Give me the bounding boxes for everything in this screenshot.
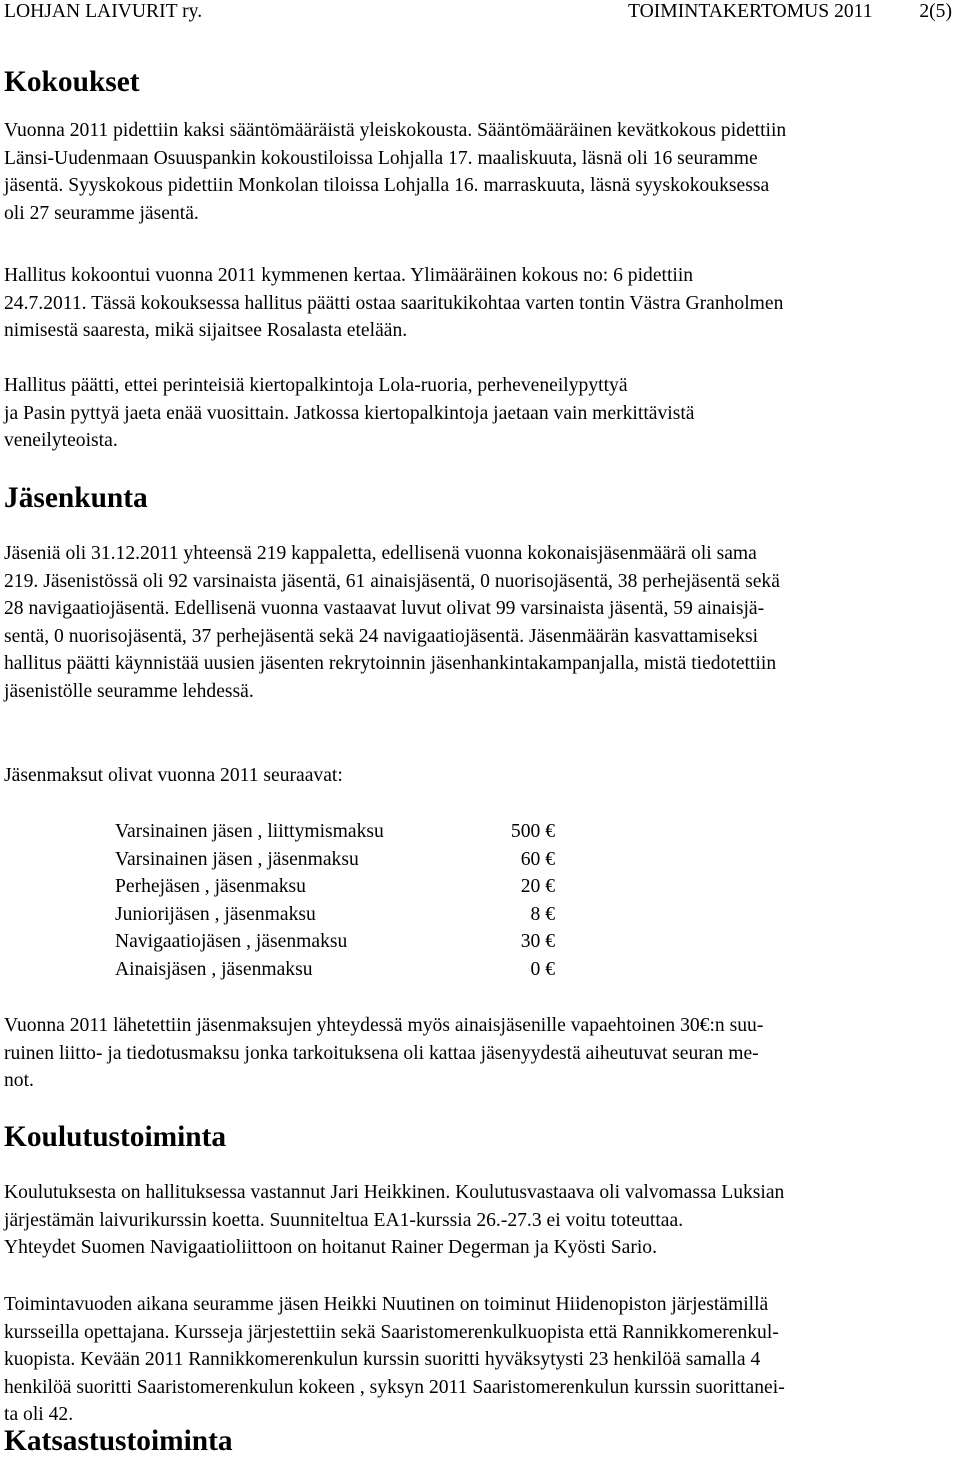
- paragraph-membership: [4, 540, 780, 705]
- paragraph-voluntary-fee: [4, 1012, 763, 1095]
- text-line: kursseilla opettajana. Kursseja järjestettiin sekä Saaristomerenkulkuopista että Rannikkomerenkul-: [4, 1321, 779, 1343]
- text-line: jäsentä. Syyskokous pidettiin Monkolan tiloissa Lohjalla 16. marraskuuta, läsnä syyskokouksessa: [4, 175, 770, 196]
- text-line: ruinen liitto- ja tiedotusmaksu jonka tarkoituksena oli kattaa jäsenyydestä aiheutuvat seuran me-: [4, 1042, 759, 1064]
- paragraph-courses: [4, 1291, 785, 1429]
- text-line: kuopista. Kevään 2011 Rannikkomerenkulun kurssin suoritti hyväksytysti 23 henkilöä samalla 4: [4, 1349, 761, 1370]
- text-line: nimisestä saaresta, mikä sijaitsee Rosalasta etelään.: [4, 320, 408, 341]
- text-line: not.: [4, 1070, 34, 1091]
- heading-jasenkunta: Jäsenkunta: [4, 482, 148, 514]
- fee-amount: 20 €: [520, 876, 555, 898]
- text-line: Hallitus päätti, ettei perinteisiä kiertopalkintoja Lola-ruoria, perheveneilypyttyä: [4, 375, 628, 396]
- text-line: Vuonna 2011 lähetettiin jäsenmaksujen yhteydessä myös ainaisjäsenille vapaehtoinen 30€:n suu-: [4, 1015, 764, 1036]
- text-line: 28 navigaatiojäsentä. Edellisenä vuonna vastaavat luvut olivat 99 varsinaista jäsentä, 59 ainaisjä-: [4, 598, 765, 619]
- text-line: Koulutuksesta on hallituksessa vastannut Jari Heikkinen. Koulutusvastaava oli valvomassa Luksian: [4, 1182, 785, 1203]
- table-row: [115, 846, 555, 874]
- organization-name: LOHJAN LAIVURIT ry.: [4, 1, 203, 22]
- fee-label: Varsinainen jäsen , jäsenmaksu: [115, 848, 359, 870]
- text-line: Hallitus kokoontui vuonna 2011 kymmenen kertaa. Ylimääräinen kokous no: 6 pidettiin: [4, 265, 694, 286]
- heading-koulutustoiminta: Koulutustoiminta: [4, 1121, 227, 1153]
- text-line: 219. Jäsenistössä oli 92 varsinaista jäsentä, 61 ainaisjäsentä, 0 nuorisojäsentä, 38 perhejäsentä sekä: [4, 570, 780, 592]
- fee-amount: 500 €: [510, 821, 555, 842]
- fee-label: Ainaisjäsen , jäsenmaksu: [115, 958, 313, 980]
- heading-kokoukset: Kokoukset: [4, 66, 140, 98]
- membership-fees-table: [115, 818, 555, 984]
- paragraph-board-meetings: [4, 262, 783, 345]
- paragraph-meetings: [4, 117, 786, 227]
- text-line: oli 27 seuramme jäsentä.: [4, 202, 199, 224]
- fee-label: Juniorijäsen , jäsenmaksu: [115, 903, 316, 925]
- table-row: [115, 928, 555, 956]
- table-row: [115, 956, 555, 984]
- fees-intro: [4, 762, 343, 790]
- fee-label: Varsinainen jäsen , liittymismaksu: [115, 821, 384, 842]
- text-line: Vuonna 2011 pidettiin kaksi sääntömääräistä yleiskokousta. Sääntömääräinen kevätkokous pidettiin: [4, 120, 787, 141]
- fee-label: Navigaatiojäsen , jäsenmaksu: [115, 931, 348, 953]
- table-row: [115, 818, 555, 846]
- text-line: jäsenistölle seuramme lehdessä.: [4, 680, 254, 702]
- fee-amount: 8 €: [530, 903, 555, 925]
- text-line: veneilyteoista.: [4, 430, 118, 451]
- paragraph-trophies: [4, 372, 694, 455]
- text-line: 24.7.2011. Tässä kokouksessa hallitus päätti ostaa saaritukikohtaa varten tontin Västra Granholmen: [4, 292, 784, 314]
- fee-amount: 60 €: [520, 848, 555, 870]
- table-row: [115, 873, 555, 901]
- fee-amount: 0 €: [530, 958, 555, 980]
- paragraph-training: [4, 1179, 784, 1262]
- text-line: Jäseniä oli 31.12.2011 yhteensä 219 kappaletta, edellisenä vuonna kokonaisjäsenmäärä oli sama: [4, 543, 757, 564]
- fee-label: Perhejäsen , jäsenmaksu: [115, 876, 306, 898]
- page-header: [4, 0, 952, 24]
- text-line: Yhteydet Suomen Navigaatioliittoon on hoitanut Rainer Degerman ja Kyösti Sario.: [4, 1237, 657, 1258]
- text-line: ta oli 42.: [4, 1404, 74, 1425]
- text-line: Länsi-Uudenmaan Osuuspankin kokoustiloissa Lohjalla 17. maaliskuuta, läsnä oli 16 seuramme: [4, 147, 758, 169]
- page-number: 2(5): [919, 1, 952, 22]
- text-line: ja Pasin pyttyä jaeta enää vuosittain. Jatkossa kiertopalkintoja jaetaan vain merkittävistä: [4, 402, 695, 424]
- text-line: sentä, 0 nuorisojäsentä, 37 perhejäsentä sekä 24 navigaatiojäsentä. Jäsenmäärän kasvattamiseksi: [4, 625, 759, 647]
- heading-katsastustoiminta: Katsastustoiminta: [4, 1425, 233, 1457]
- table-row: [115, 901, 555, 929]
- text-line: järjestämän laivurikurssin koetta. Suunniteltua EA1-kurssia 26.-27.3 ei voitu toteuttaa.: [4, 1209, 684, 1231]
- fee-amount: 30 €: [520, 931, 555, 953]
- report-title: TOIMINTAKERTOMUS 2011: [628, 1, 873, 22]
- text-line: henkilöä suoritti Saaristomerenkulun kokeen , syksyn 2011 Saaristomerenkulun kurssin suorittanei-: [4, 1376, 785, 1398]
- text-line: Jäsenmaksut olivat vuonna 2011 seuraavat:: [4, 765, 343, 786]
- text-line: Toimintavuoden aikana seuramme jäsen Heikki Nuutinen on toiminut Hiidenopiston järjestämillä: [4, 1294, 769, 1315]
- text-line: hallitus päätti käynnistää uusien jäsenten rekrytoinnin jäsenhankintakampanjalla, mistä tiedotettiin: [4, 653, 777, 674]
